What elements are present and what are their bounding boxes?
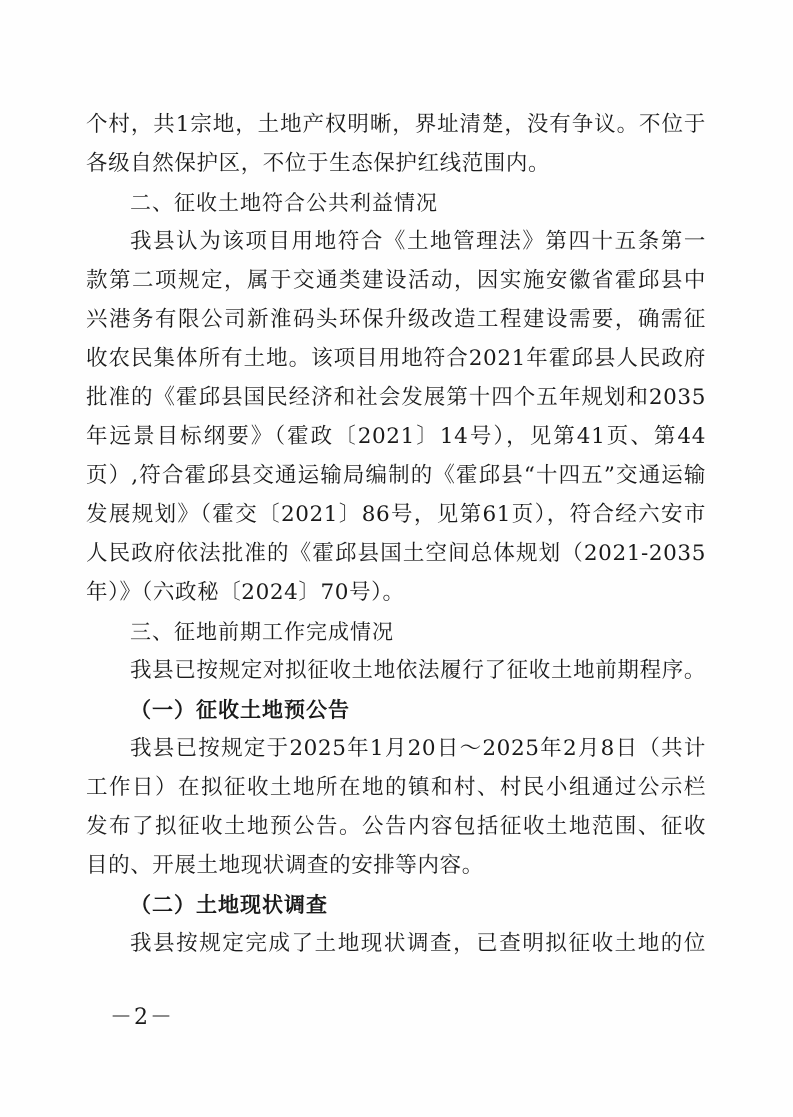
paragraph-line: 发布了拟征收土地预公告。公告内容包括征收土地范围、征收 — [86, 814, 706, 839]
subsection-heading-1: （一）征收土地预公告 — [130, 697, 350, 722]
paragraph-line: 我县已按规定对拟征收土地依法履行了征收土地前期程序。 — [130, 658, 706, 683]
paragraph-line: 目的、开展土地现状调查的安排等内容。 — [86, 853, 484, 878]
paragraph-line: 兴港务有限公司新淮码头环保升级改造工程建设需要，确需征 — [86, 307, 706, 332]
paragraph-line: 个村，共1宗地，土地产权明晰，界址清楚，没有争议。不位于 — [86, 112, 706, 137]
paragraph-line: 发展规划》（霍交〔2021〕86号，见第61页），符合经六安市 — [86, 502, 706, 527]
paragraph-line: 我县认为该项目用地符合《土地管理法》第四十五条第一 — [130, 229, 706, 254]
paragraph-line: 年远景目标纲要》（霍政〔2021〕14号），见第41页、第44 — [86, 424, 706, 449]
paragraph-line: 工作日）在拟征收土地所在地的镇和村、村民小组通过公示栏 — [86, 775, 706, 800]
section-heading-3: 三、征地前期工作完成情况 — [130, 620, 394, 644]
paragraph-line: 各级自然保护区，不位于生态保护红线范围内。 — [86, 151, 551, 176]
paragraph-line: 收农民集体所有土地。该项目用地符合2021年霍邱县人民政府 — [86, 346, 706, 371]
section-heading-2: 二、征收土地符合公共利益情况 — [130, 191, 438, 215]
paragraph-line: 页）,符合霍邱县交通运输局编制的《霍邱县“十四五”交通运输 — [86, 463, 706, 488]
paragraph-line: 年）》（六政秘〔2024〕70号）。 — [86, 580, 405, 605]
page-number: －2－ — [110, 1005, 174, 1030]
paragraph-line: 批准的《霍邱县国民经济和社会发展第十四个五年规划和2035 — [86, 385, 706, 410]
paragraph-line: 我县已按规定于2025年1月20日～2025年2月8日（共计 — [130, 736, 706, 761]
subsection-heading-2: （二）土地现状调查 — [130, 892, 328, 917]
paragraph-line: 人民政府依法批准的《霍邱县国土空间总体规划（2021-2035 — [86, 541, 706, 566]
paragraph-line: 我县按规定完成了土地现状调查，已查明拟征收土地的位 — [130, 931, 706, 956]
paragraph-line: 款第二项规定，属于交通类建设活动，因实施安徽省霍邱县中 — [86, 268, 706, 293]
